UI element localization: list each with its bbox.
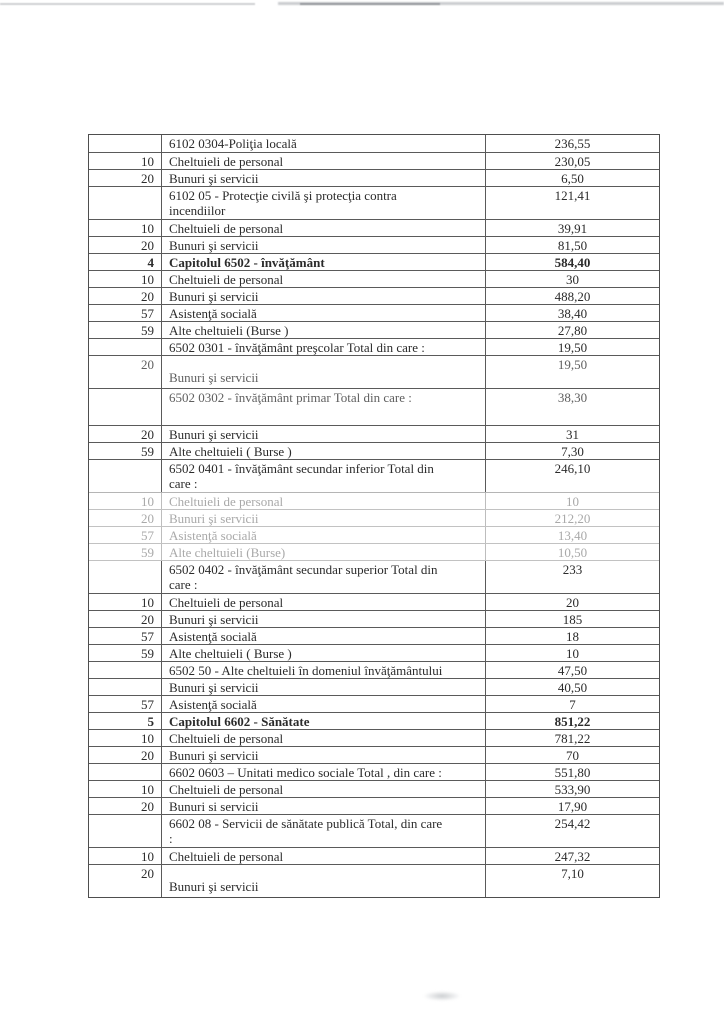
table-row <box>89 814 659 847</box>
desc-line1: Bunuri şi servicii <box>169 289 259 304</box>
table-row <box>89 661 659 678</box>
scan-artifact-bottom-smudge <box>423 991 461 1001</box>
code-cell: 20 <box>141 427 154 442</box>
value-cell: 10 <box>485 493 659 509</box>
desc-cell <box>161 781 485 797</box>
desc-cell <box>161 798 485 814</box>
table-row <box>89 763 659 780</box>
desc-line1: Bunuri şi servicii <box>169 680 259 695</box>
desc-cell <box>161 153 485 169</box>
value-cell: 230,05 <box>485 153 659 169</box>
value-cell: 70 <box>485 747 659 763</box>
value-cell: 185 <box>485 611 659 627</box>
desc-cell <box>161 628 485 644</box>
value-cell: 233 <box>485 561 659 593</box>
table-row <box>89 338 659 355</box>
value-cell: 254,42 <box>485 815 659 847</box>
desc-cell <box>161 493 485 509</box>
desc-line1: Bunuri si servicii <box>169 799 259 814</box>
desc-cell <box>161 443 485 459</box>
desc-line1: Asistenţă socială <box>169 629 257 644</box>
desc-cell <box>161 848 485 864</box>
value-cell: 247,32 <box>485 848 659 864</box>
table-row <box>89 864 659 897</box>
code-cell: 57 <box>141 528 154 543</box>
code-cell <box>89 679 161 695</box>
code-cell: 59 <box>141 545 154 560</box>
code-cell: 10 <box>141 782 154 797</box>
table-row <box>89 459 659 492</box>
scan-artifact-top-left <box>0 3 255 5</box>
table-row <box>89 712 659 729</box>
code-cell <box>89 135 161 152</box>
table-row <box>89 695 659 712</box>
desc-line1: 6602 08 - Servicii de sănătate publică Total, din care <box>169 816 443 831</box>
table-row <box>89 560 659 593</box>
code-cell: 10 <box>141 595 154 610</box>
desc-line1: Cheltuieli de personal <box>169 782 284 797</box>
desc-line1: 6502 0301 - învăţământ preşcolar Total din care : <box>169 340 425 355</box>
code-cell: 10 <box>141 731 154 746</box>
desc-line1: 6102 05 - Protecţie civilă şi protecţia contra <box>169 188 397 203</box>
value-cell: 781,22 <box>485 730 659 746</box>
desc-line1: Alte cheltuieli ( Burse ) <box>169 444 292 459</box>
value-cell: 212,20 <box>485 510 659 526</box>
desc-line1: Bunuri şi servicii <box>169 370 259 385</box>
desc-line1: 6502 50 - Alte cheltuieli în domeniul învăţământului <box>169 663 443 678</box>
table-row <box>89 610 659 627</box>
code-cell: 20 <box>141 511 154 526</box>
desc-line2: care : <box>169 476 198 491</box>
table-row <box>89 355 659 388</box>
code-cell: 5 <box>147 714 154 729</box>
table-row <box>89 236 659 253</box>
desc-line2: : <box>169 831 173 846</box>
value-cell: 851,22 <box>485 713 659 729</box>
desc-line1: Bunuri şi servicii <box>169 171 259 186</box>
desc-cell <box>161 510 485 526</box>
table-row <box>89 543 659 560</box>
desc-cell <box>161 237 485 253</box>
table-row <box>89 135 659 152</box>
desc-cell <box>161 527 485 543</box>
desc-cell <box>161 305 485 321</box>
value-cell: 7 <box>485 696 659 712</box>
desc-cell <box>161 135 485 152</box>
desc-cell <box>161 594 485 610</box>
desc-cell <box>161 764 485 780</box>
value-cell: 246,10 <box>485 460 659 492</box>
desc-line1: Asistenţă socială <box>169 306 257 321</box>
table-row <box>89 678 659 695</box>
desc-cell <box>161 339 485 355</box>
code-cell <box>89 389 161 425</box>
desc-line1: Capitolul 6602 - Sănătate <box>169 714 310 729</box>
code-cell: 20 <box>141 357 154 372</box>
desc-cell <box>161 254 485 270</box>
value-cell: 40,50 <box>485 679 659 695</box>
value-cell: 17,90 <box>485 798 659 814</box>
desc-cell <box>161 662 485 678</box>
code-cell <box>89 764 161 780</box>
value-cell: 27,80 <box>485 322 659 338</box>
value-cell: 81,50 <box>485 237 659 253</box>
value-cell: 533,90 <box>485 781 659 797</box>
desc-line1: Cheltuieli de personal <box>169 731 284 746</box>
desc-line1: 6102 0304-Poliţia locală <box>169 136 297 151</box>
table-row <box>89 287 659 304</box>
table-row <box>89 442 659 459</box>
value-cell: 488,20 <box>485 288 659 304</box>
desc-cell <box>161 679 485 695</box>
code-cell: 10 <box>141 154 154 169</box>
desc-cell <box>161 460 485 492</box>
value-cell: 38,30 <box>485 389 659 425</box>
desc-line1: Bunuri şi servicii <box>169 427 259 442</box>
desc-line1: Alte cheltuieli ( Burse ) <box>169 646 292 661</box>
table-row <box>89 509 659 526</box>
table-row <box>89 526 659 543</box>
value-cell: 551,80 <box>485 764 659 780</box>
table-row <box>89 644 659 661</box>
desc-line1: Cheltuieli de personal <box>169 272 284 287</box>
code-cell <box>89 460 161 492</box>
code-cell: 20 <box>141 171 154 186</box>
code-cell: 59 <box>141 323 154 338</box>
desc-cell <box>161 730 485 746</box>
budget-table <box>88 134 660 898</box>
desc-cell <box>161 288 485 304</box>
table-row <box>89 186 659 219</box>
desc-cell <box>161 815 485 847</box>
desc-cell <box>161 544 485 560</box>
value-cell: 19,50 <box>485 339 659 355</box>
table-row <box>89 304 659 321</box>
code-cell <box>89 339 161 355</box>
value-cell: 7,30 <box>485 443 659 459</box>
desc-cell <box>161 356 485 388</box>
desc-line2: incendiilor <box>169 203 226 218</box>
desc-line1: Cheltuieli de personal <box>169 595 284 610</box>
desc-cell <box>161 220 485 236</box>
code-cell: 20 <box>141 612 154 627</box>
code-cell: 20 <box>141 748 154 763</box>
desc-line1: Bunuri şi servicii <box>169 238 259 253</box>
code-cell: 59 <box>141 444 154 459</box>
desc-line1: 6502 0402 - învăţământ secundar superior Total din <box>169 562 438 577</box>
code-cell: 20 <box>141 866 154 881</box>
table-row <box>89 627 659 644</box>
scan-artifact-top-right <box>278 2 724 5</box>
value-cell: 13,40 <box>485 527 659 543</box>
desc-line1: 6502 0302 - învăţământ primar Total din care : <box>169 390 412 405</box>
code-cell <box>89 187 161 219</box>
value-cell: 47,50 <box>485 662 659 678</box>
desc-cell <box>161 561 485 593</box>
value-cell: 30 <box>485 271 659 287</box>
desc-cell <box>161 696 485 712</box>
desc-line1: Alte cheltuieli (Burse) <box>169 545 286 560</box>
table-row <box>89 797 659 814</box>
scan-artifact-top-dark <box>300 3 440 5</box>
value-cell: 39,91 <box>485 220 659 236</box>
desc-cell <box>161 645 485 661</box>
table-row <box>89 219 659 236</box>
code-cell: 10 <box>141 221 154 236</box>
code-cell: 57 <box>141 629 154 644</box>
desc-line1: Capitolul 6502 - învăţământ <box>169 255 325 270</box>
desc-line1: Cheltuieli de personal <box>169 221 284 236</box>
value-cell: 236,55 <box>485 135 659 152</box>
desc-line1: 6602 0603 – Unitati medico sociale Total , din care : <box>169 765 442 780</box>
desc-line1: Cheltuieli de personal <box>169 494 284 509</box>
code-cell: 10 <box>141 494 154 509</box>
desc-line1: Alte cheltuieli (Burse ) <box>169 323 289 338</box>
table-row <box>89 388 659 425</box>
code-cell: 20 <box>141 238 154 253</box>
desc-line1: Asistenţă socială <box>169 697 257 712</box>
code-cell: 10 <box>141 849 154 864</box>
code-cell: 57 <box>141 697 154 712</box>
code-cell: 20 <box>141 799 154 814</box>
value-cell: 10 <box>485 645 659 661</box>
table-row <box>89 780 659 797</box>
code-cell <box>89 662 161 678</box>
table-row <box>89 321 659 338</box>
code-cell: 4 <box>147 255 154 270</box>
desc-cell <box>161 865 485 897</box>
value-cell: 38,40 <box>485 305 659 321</box>
desc-line1: Cheltuieli de personal <box>169 154 284 169</box>
desc-line1: Bunuri şi servicii <box>169 748 259 763</box>
code-cell <box>89 561 161 593</box>
value-cell: 584,40 <box>485 254 659 270</box>
desc-cell <box>161 389 485 425</box>
value-cell: 18 <box>485 628 659 644</box>
desc-cell <box>161 713 485 729</box>
table-row <box>89 253 659 270</box>
desc-line1: Bunuri şi servicii <box>169 511 259 526</box>
table-row <box>89 425 659 442</box>
table-row <box>89 152 659 169</box>
desc-line1: Asistenţă socială <box>169 528 257 543</box>
code-cell <box>89 815 161 847</box>
desc-cell <box>161 170 485 186</box>
value-cell: 20 <box>485 594 659 610</box>
desc-cell <box>161 426 485 442</box>
table-row <box>89 593 659 610</box>
desc-line2: care : <box>169 577 198 592</box>
value-cell: 7,10 <box>485 865 659 897</box>
code-cell: 10 <box>141 272 154 287</box>
value-cell: 19,50 <box>485 356 659 388</box>
desc-cell <box>161 271 485 287</box>
desc-line1: Bunuri şi servicii <box>169 612 259 627</box>
desc-cell <box>161 611 485 627</box>
table-row <box>89 169 659 186</box>
desc-cell <box>161 322 485 338</box>
table-row <box>89 729 659 746</box>
desc-line1: Cheltuieli de personal <box>169 849 284 864</box>
table-row <box>89 270 659 287</box>
code-cell: 57 <box>141 306 154 321</box>
desc-line1: 6502 0401 - învăţământ secundar inferior Total din <box>169 461 434 476</box>
desc-cell <box>161 747 485 763</box>
desc-line1: Bunuri şi servicii <box>169 879 259 894</box>
code-cell: 20 <box>141 289 154 304</box>
value-cell: 31 <box>485 426 659 442</box>
code-cell: 59 <box>141 646 154 661</box>
value-cell: 121,41 <box>485 187 659 219</box>
table-row <box>89 847 659 864</box>
value-cell: 10,50 <box>485 544 659 560</box>
value-cell: 6,50 <box>485 170 659 186</box>
desc-cell <box>161 187 485 219</box>
table-row <box>89 746 659 763</box>
table-row <box>89 492 659 509</box>
